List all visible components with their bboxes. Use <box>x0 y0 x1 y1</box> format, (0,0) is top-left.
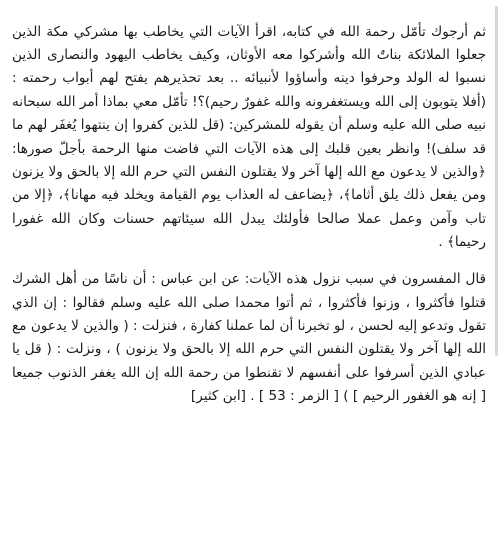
article-text <box>12 21 486 409</box>
paragraph-1: ثم أرجوك تأمّل رحمة الله في كتابه، اقرأ الآيات التي يخاطب بها مشركي مكة الذين جعلوا الملائكة بناتٌ الله وأشركوا معه الأوثان، وكيف يخاطب اليهود والنصارى الذين نسبوا له الولد وحرفوا دينه وأساؤوا لأنبيائه .. بعد تحذيرهم يفتح لهم أبواب رحمته : (أفلا يتوبون إلى الله ويستغفرونه والله غفورٌ رحيم)؟! تأمّل معي بماذا أمر الله سبحانه نبيه صلى الله عليه وسلم أن يقوله للمشركين: (قل للذين كفروا إن ينتهوا يُغفَر لهم ما قد سلف)! وانظر بعين قلبك إلى هذه الآيات التي فاضت منها الرحمة بأجلّ صورها: ﴿والذين لا يدعون مع الله إلها آخر ولا يقتلون النفس التي حرم الله إلا بالحق ولا يزنون ومن يفعل ذلك يلق أثاما﴾، ﴿يضاعف له العذاب يوم القيامة ويخلد فيه مهانا﴾، ﴿إلا من تاب وآمن وعمل عملا صالحا فأولئك يبدل الله سيئاتهم حسنات وكان الله غفورا رحيما﴾ . <box>12 23 486 251</box>
paragraph-2: قال المفسرون في سبب نزول هذه الآيات: عن ابن عباس : أن ناسًا من أهل الشرك قتلوا فأكثروا ، وزنوا فأكثروا ، ثم أتوا محمدا صلى الله عليه وسلم فقالوا : إن الذي تقول وتدعو إليه لحسن ، لو تخبرنا أن لما عملنا كفارة ، فنزلت : ( والذين لا يدعون مع الله إلها آخر ولا يقتلون النفس التي حرم الله إلا بالحق ولا يزنون ) ، ونزلت : ( قل يا عبادي الذين أسرفوا على أنفسهم لا تقنطوا من رحمة الله إن الله يغفر الذنوب جميعا [ إنه هو الغفور الرحيم ] ) [ الزمر : 53 ] . [ابن كثير] <box>11 271 486 405</box>
scrollbar[interactable] <box>495 6 498 356</box>
